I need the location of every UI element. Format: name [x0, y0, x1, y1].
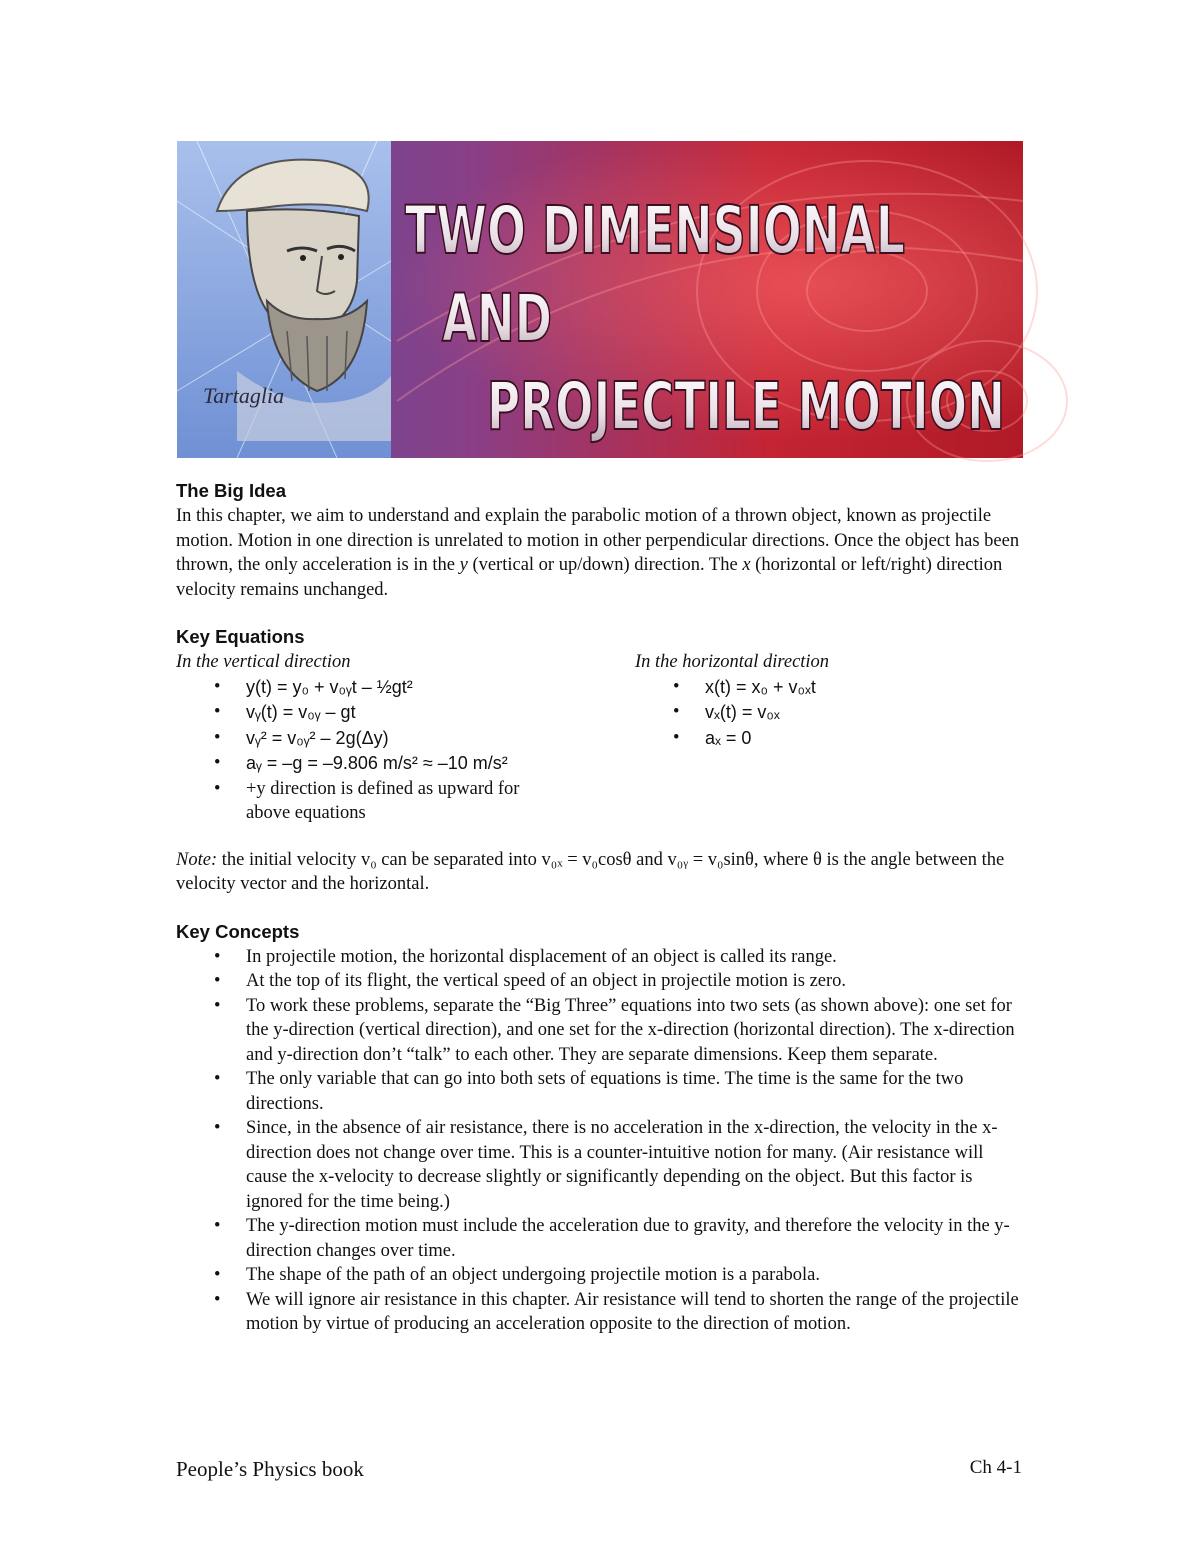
key-equations-section — [176, 624, 1026, 826]
vertical-equations — [176, 650, 635, 826]
concept-text: We will ignore air resistance in this chapter. Air resistance will tend to shorten the range of the projectile motion by virtue of producing an acceleration opposite to the direction of motion. — [246, 1289, 1019, 1334]
banner-graphic — [177, 141, 1023, 458]
concept-item: • The shape of the path of an object undergoing projectile motion is a parabola. — [214, 1265, 821, 1285]
equation-item: • vᵧ(t) = v₀ᵧ – gt — [214, 702, 356, 722]
concept-item: • Since, in the absence of air resistance, there is no acceleration in the x-direction, the velocity in the x-direction does not change over time. This is a counter-intuitive notion for many. (Air resistance will cause the x-velocity to decrease slightly or significantly depending on the object. But this factor is ignored for the time being.) — [214, 1118, 998, 1212]
equation-item: • +y direction is defined as upward for above equations — [214, 778, 520, 823]
concept-item: • At the top of its flight, the vertical speed of an object in projectile motion is zero. — [214, 971, 847, 991]
vertical-equation-list — [176, 675, 635, 826]
equation-columns — [176, 650, 1026, 826]
note-section — [176, 848, 1026, 897]
page-content — [176, 478, 1026, 1337]
concept-item: • We will ignore air resistance in this chapter. Air resistance will tend to shorten the range of the projectile motion by virtue of producing an acceleration opposite to the direction of motion. — [214, 1289, 1019, 1334]
big-idea-text-part: In this chapter, we aim to understand and explain the parabolic motion of a thrown object, known as projectile motion. Motion in one direction is unrelated to motion in other perpendicular directions. Once the object has been thrown, the only acceleration is in the — [176, 506, 1020, 575]
concept-item: • To work these problems, separate the “Big Three” equations into two sets (as shown above): one set for the y-direction (vertical direction), and one set for the x-direction (horizontal direction). The x-direction and y-direction don’t “talk” to each other. They are separate dimensions. Keep them separate. — [214, 995, 1015, 1065]
banner-title-line-1: TWO DIMENSIONAL — [405, 192, 905, 269]
footer-page-number: Ch 4-1 — [969, 1457, 1022, 1478]
equation-text: vᵧ(t) = v₀ᵧ – gt — [246, 702, 356, 722]
var-y: y — [459, 555, 468, 575]
big-idea-section — [176, 478, 1026, 602]
horizontal-equation-list — [635, 675, 1025, 752]
var-x: x — [742, 555, 751, 575]
concept-text: Since, in the absence of air resistance, there is no acceleration in the x-direction, the velocity in the x-direction does not change over time. This is a counter-intuitive notion for many. (Air resistance will cause the x-velocity to decrease slightly or significantly depending on the object. But this factor is ignored for the time being.) — [246, 1118, 998, 1212]
equation-item: • vₓ(t) = v₀ₓ — [673, 702, 780, 722]
concept-text: At the top of its flight, the vertical speed of an object in projectile motion is zero. — [246, 971, 847, 991]
portrait-caption: Tartaglia — [203, 383, 285, 408]
big-idea-heading: The Big Idea — [176, 480, 286, 501]
equation-text: aₓ = 0 — [705, 727, 752, 748]
concept-text: To work these problems, separate the “Big Three” equations into two sets (as shown above): one set for the y-direction (vertical direction), and one set for the x-direction (horizontal direction). The x-direction and y-direction don’t “talk” to each other. They are separate dimensions. Keep them separate. — [246, 995, 1015, 1065]
equation-item: • x(t) = x₀ + v₀ₓt — [673, 676, 816, 697]
big-idea-text-part: (horizontal or left/right) direction velocity remains unchanged. — [176, 555, 1003, 600]
big-idea-text-part: (vertical or up/down) direction. The — [467, 555, 743, 575]
key-equations-heading: Key Equations — [176, 626, 305, 647]
equation-item: • vᵧ² = v₀ᵧ² – 2g(Δy) — [214, 727, 389, 748]
equation-text: y(t) = y₀ + v₀ᵧt – ½gt² — [246, 676, 413, 697]
equation-text: x(t) = x₀ + v₀ₓt — [705, 676, 816, 697]
concept-text: The only variable that can go into both sets of equations is time. The time is the same for the two directions. — [246, 1069, 964, 1114]
concept-item: • The y-direction motion must include the acceleration due to gravity, and therefore the velocity in the y-direction changes over time. — [214, 1216, 1010, 1261]
note-text — [176, 848, 1026, 897]
big-idea-text — [176, 504, 1026, 602]
concept-text: In projectile motion, the horizontal displacement of an object is called its range. — [246, 946, 837, 967]
equation-text: vₓ(t) = v₀ₓ — [705, 702, 780, 722]
footer-book-title: People’s Physics book — [176, 1457, 364, 1481]
chapter-banner — [177, 141, 1023, 458]
note-label: Note: — [176, 849, 218, 870]
vertical-label: In the vertical direction — [176, 652, 351, 672]
equation-item: • aᵧ = –g = –9.806 m/s² ≈ –10 m/s² — [214, 753, 508, 773]
banner-title-line-2: AND — [442, 280, 552, 357]
concept-item: • The only variable that can go into both sets of equations is time. The time is the same for the two directions. — [214, 1069, 964, 1114]
key-concepts-section — [176, 919, 1026, 1337]
equation-item: • aₓ = 0 — [673, 727, 752, 748]
equation-text: +y direction is defined as upward for above equations — [246, 778, 520, 823]
horizontal-label: In the horizontal direction — [635, 652, 830, 672]
concept-text: The y-direction motion must include the acceleration due to gravity, and therefore the velocity in the y-direction changes over time. — [246, 1216, 1010, 1261]
note-body: the initial velocity v₀ can be separated into v₀ₓ = v₀cosθ and v₀ᵧ = v₀sinθ, where θ is the angle between the velocity vector and the horizontal. — [176, 849, 1005, 894]
equation-item: • y(t) = y₀ + v₀ᵧt – ½gt² — [214, 676, 413, 697]
concept-text: The shape of the path of an object undergoing projectile motion is a parabola. — [246, 1265, 821, 1285]
horizontal-equations — [635, 650, 1025, 826]
key-concepts-list — [176, 945, 1026, 1337]
banner-title-line-3: PROJECTILE MOTION — [487, 368, 1005, 445]
equation-text: aᵧ = –g = –9.806 m/s² ≈ –10 m/s² — [246, 753, 508, 773]
equation-text: vᵧ² = v₀ᵧ² – 2g(Δy) — [246, 727, 389, 748]
key-concepts-heading: Key Concepts — [176, 920, 300, 942]
concept-item: • In projectile motion, the horizontal displacement of an object is called its range. — [214, 946, 837, 967]
